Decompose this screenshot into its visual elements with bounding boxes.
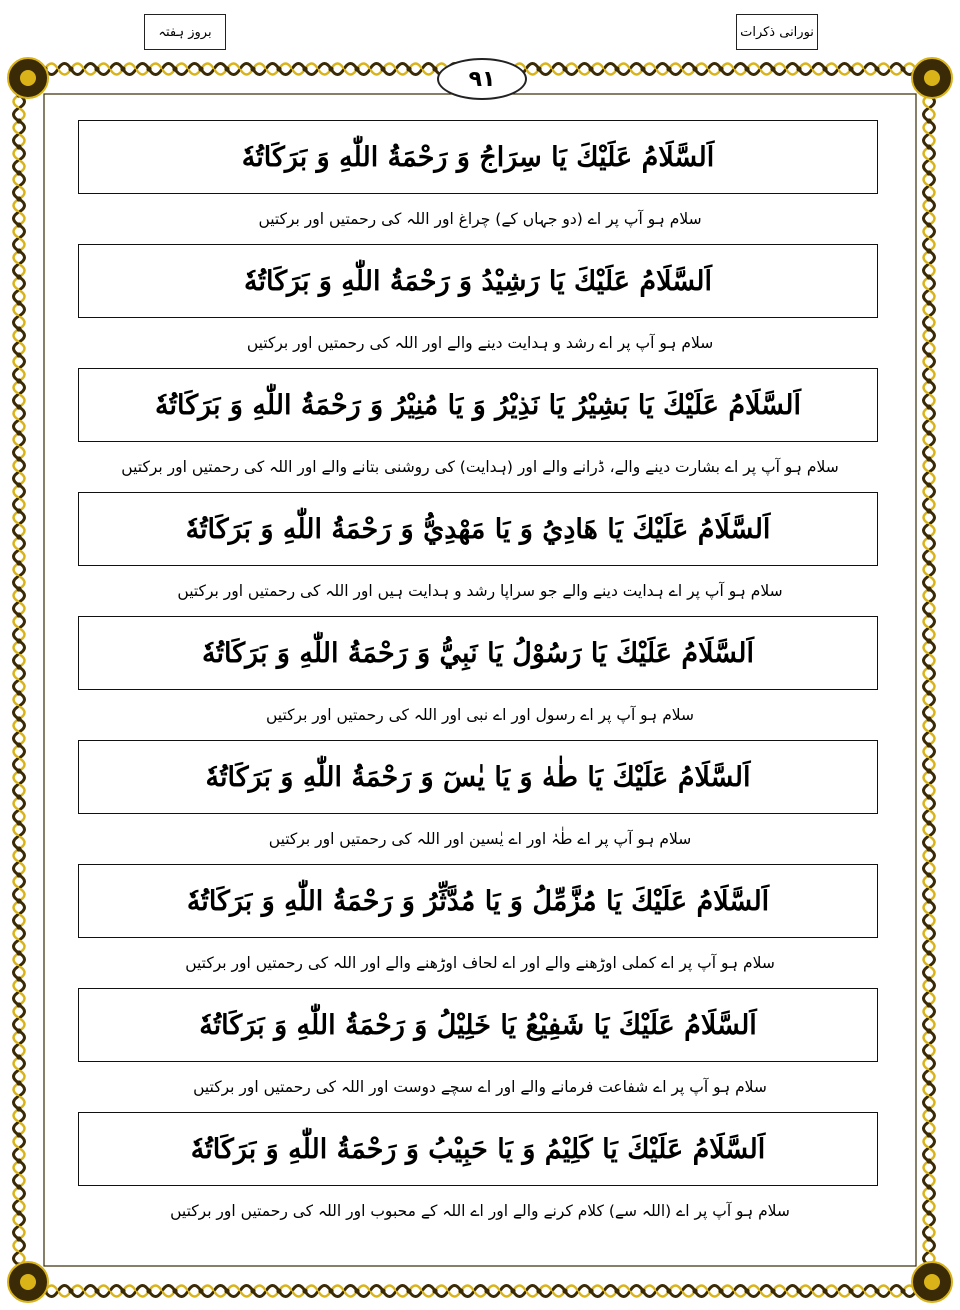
arabic-salutation-box: اَلسَّلَامُ عَلَيْكَ يَا رَسُوْلُ يَا نَبِيُّ وَ رَحْمَةُ اللّٰهِ وَ بَرَكَاتُهٗ (78, 616, 878, 690)
urdu-translation: سلام ہو آپ پر اے کملی اوڑھنے والے اور اے لحاف اوڑھنے والے اور اللہ کی رحمتیں اور برکتیں (185, 954, 775, 972)
arabic-salutation-box: اَلسَّلَامُ عَلَيْكَ يَا بَشِيْرُ يَا نَذِيْرُ وَ يَا مُنِيْرُ وَ رَحْمَةُ اللّٰهِ وَ بَرَكَاتُهٗ (78, 368, 878, 442)
urdu-translation: سلام ہو آپ پر اے بشارت دینے والے، ڈرانے والے اور (ہدایت) کی روشنی بتانے والے اور اللہ کی رحمتیں اور برکتیں (121, 458, 839, 476)
arabic-salutation-box: اَلسَّلَامُ عَلَيْكَ يَا كَلِيْمُ وَ يَا حَبِيْبُ وَ رَحْمَةُ اللّٰهِ وَ بَرَكَاتُهٗ (78, 1112, 878, 1186)
arabic-salutation-box: اَلسَّلَامُ عَلَيْكَ يَا رَشِيْدُ وَ رَحْمَةُ اللّٰهِ وَ بَرَكَاتُهٗ (78, 244, 878, 318)
urdu-translation: سلام ہو آپ پر اے (اللہ سے) کلام کرنے والے اور اے اللہ کے محبوب اور اللہ کی رحمتیں اور برکتیں (170, 1202, 790, 1220)
urdu-translation: سلام ہو آپ پر اے رسول اور اے نبی اور اللہ کی رحمتیں اور برکتیں (265, 706, 695, 724)
urdu-translation: سلام ہو آپ پر اے طٰہٰ اور اے یٰسین اور اللہ کی رحمتیں اور برکتیں (268, 830, 692, 848)
arabic-salutation-box: اَلسَّلَامُ عَلَيْكَ يَا شَفِيْعُ يَا خَلِيْلُ وَ رَحْمَةُ اللّٰهِ وَ بَرَكَاتُهٗ (78, 988, 878, 1062)
urdu-translation: سلام ہو آپ پر اے شفاعت فرمانے والے اور اے سچے دوست اور اللہ کی رحمتیں اور برکتیں (193, 1078, 767, 1096)
arabic-salutation-box: اَلسَّلَامُ عَلَيْكَ يَا سِرَاجُ وَ رَحْمَةُ اللّٰهِ وَ بَرَكَاتُهٗ (78, 120, 878, 194)
arabic-salutation-box: اَلسَّلَامُ عَلَيْكَ يَا مُزَّمِّلُ وَ يَا مُدَّثِّرُ وَ رَحْمَةُ اللّٰهِ وَ بَرَكَاتُهٗ (78, 864, 878, 938)
urdu-translation: سلام ہو آپ پر اے ہدایت دینے والے جو سراپا رشد و ہدایت ہیں اور اللہ کی رحمتیں اور برکتیں (177, 582, 783, 600)
urdu-translation: سلام ہو آپ پر اے (دو جہاں کے) چراغ اور اللہ کی رحمتیں اور برکتیں (258, 210, 702, 228)
weekday-label: بروز ہفتہ (144, 14, 226, 50)
salutation-list (58, 120, 902, 1236)
arabic-salutation-box: اَلسَّلَامُ عَلَيْكَ يَا هَادِيُ وَ يَا مَهْدِيُّ وَ رَحْمَةُ اللّٰهِ وَ بَرَكَاتُهٗ (78, 492, 878, 566)
arabic-salutation-box: اَلسَّلَامُ عَلَيْكَ يَا طٰهٰ وَ يَا يٰسٓ وَ رَحْمَةُ اللّٰهِ وَ بَرَكَاتُهٗ (78, 740, 878, 814)
page-number: ۹۱ (437, 58, 527, 100)
urdu-translation: سلام ہو آپ پر اے رشد و ہدایت دینے والے اور اللہ کی رحمتیں اور برکتیں (246, 334, 714, 352)
book-title-label: نورانی ذکرات (736, 14, 818, 50)
